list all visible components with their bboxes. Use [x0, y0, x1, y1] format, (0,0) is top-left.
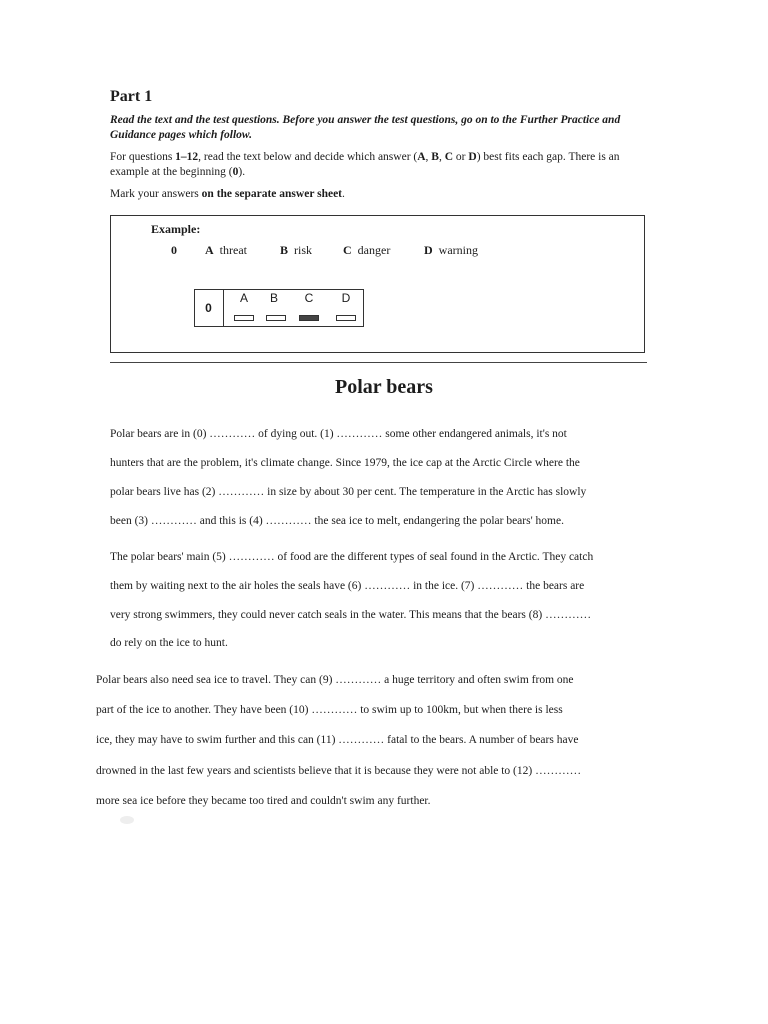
example-option-d: D warning — [424, 243, 478, 257]
example-option-a: A threat — [205, 243, 247, 257]
paragraph-1-line: hunters that are the problem, it's climate change. Since 1979, the ice cap at the Arctic Circle where the — [110, 457, 580, 469]
instruction-questions: For questions 1–12, read the text below and decide which answer (A, B, C or D) best fits each gap. There is an example at the beginning (0). — [110, 151, 620, 178]
answer-slot-c[interactable] — [299, 315, 319, 321]
part-title: Part 1 — [110, 88, 153, 105]
answer-grid-number: 0 — [194, 289, 224, 327]
example-number: 0 — [171, 243, 177, 257]
example-label: Example: — [151, 222, 201, 236]
paragraph-2-line: do rely on the ice to hunt. — [110, 637, 228, 649]
answer-letter-a: A — [239, 291, 248, 305]
divider-line — [110, 362, 647, 363]
scan-smudge — [120, 816, 134, 824]
paragraph-1-line: been (3) ………… and this is (4) ………… the sea ice to melt, endangering the polar bears' home. — [110, 515, 564, 527]
text-title: Polar bears — [335, 376, 433, 398]
example-option-c: C danger — [343, 243, 391, 257]
paragraph-3-line: Polar bears also need sea ice to travel. They can (9) ………… a huge territory and often swim from one — [96, 674, 574, 686]
paragraph-2-line: very strong swimmers, they could never catch seals in the water. This means that the bears (8) ………… — [110, 609, 592, 621]
answer-slot-d[interactable] — [336, 315, 356, 321]
instruction-italic: Read the text and the test questions. Before you answer the test questions, go on to the Further Practice and Guidance pages which follow. — [110, 114, 621, 141]
instruction-mark-answers: Mark your answers on the separate answer sheet. — [110, 188, 345, 200]
answer-slot-b[interactable] — [266, 315, 286, 321]
answer-letter-b: B — [269, 291, 278, 305]
paragraph-2-line: them by waiting next to the air holes the seals have (6) ………… in the ice. (7) ………… the bears are — [110, 580, 585, 592]
paragraph-3-line: ice, they may have to swim further and this can (11) ………… fatal to the bears. A number of bears have — [96, 734, 579, 746]
example-option-b: B risk — [280, 243, 313, 257]
paragraph-3-line: more sea ice before they became too tired and couldn't swim any further. — [96, 795, 431, 807]
paragraph-3-line: part of the ice to another. They have been (10) ………… to swim up to 100km, but when there is less — [96, 704, 563, 716]
answer-letter-c: C — [304, 291, 314, 305]
answer-slot-a[interactable] — [234, 315, 254, 321]
paragraph-1-line: polar bears live has (2) ………… in size by about 30 per cent. The temperature in the Arctic has slowly — [110, 486, 587, 498]
paragraph-3-line: drowned in the last few years and scientists believe that it is because they were not able to (12) ………… — [96, 765, 582, 777]
paragraph-2-line: The polar bears' main (5) ………… of food are the different types of seal found in the Arctic. They catch — [110, 551, 594, 563]
paragraph-1-line: Polar bears are in (0) ………… of dying out. (1) ………… some other endangered animals, it's not — [110, 428, 567, 440]
answer-letter-d: D — [341, 291, 351, 305]
